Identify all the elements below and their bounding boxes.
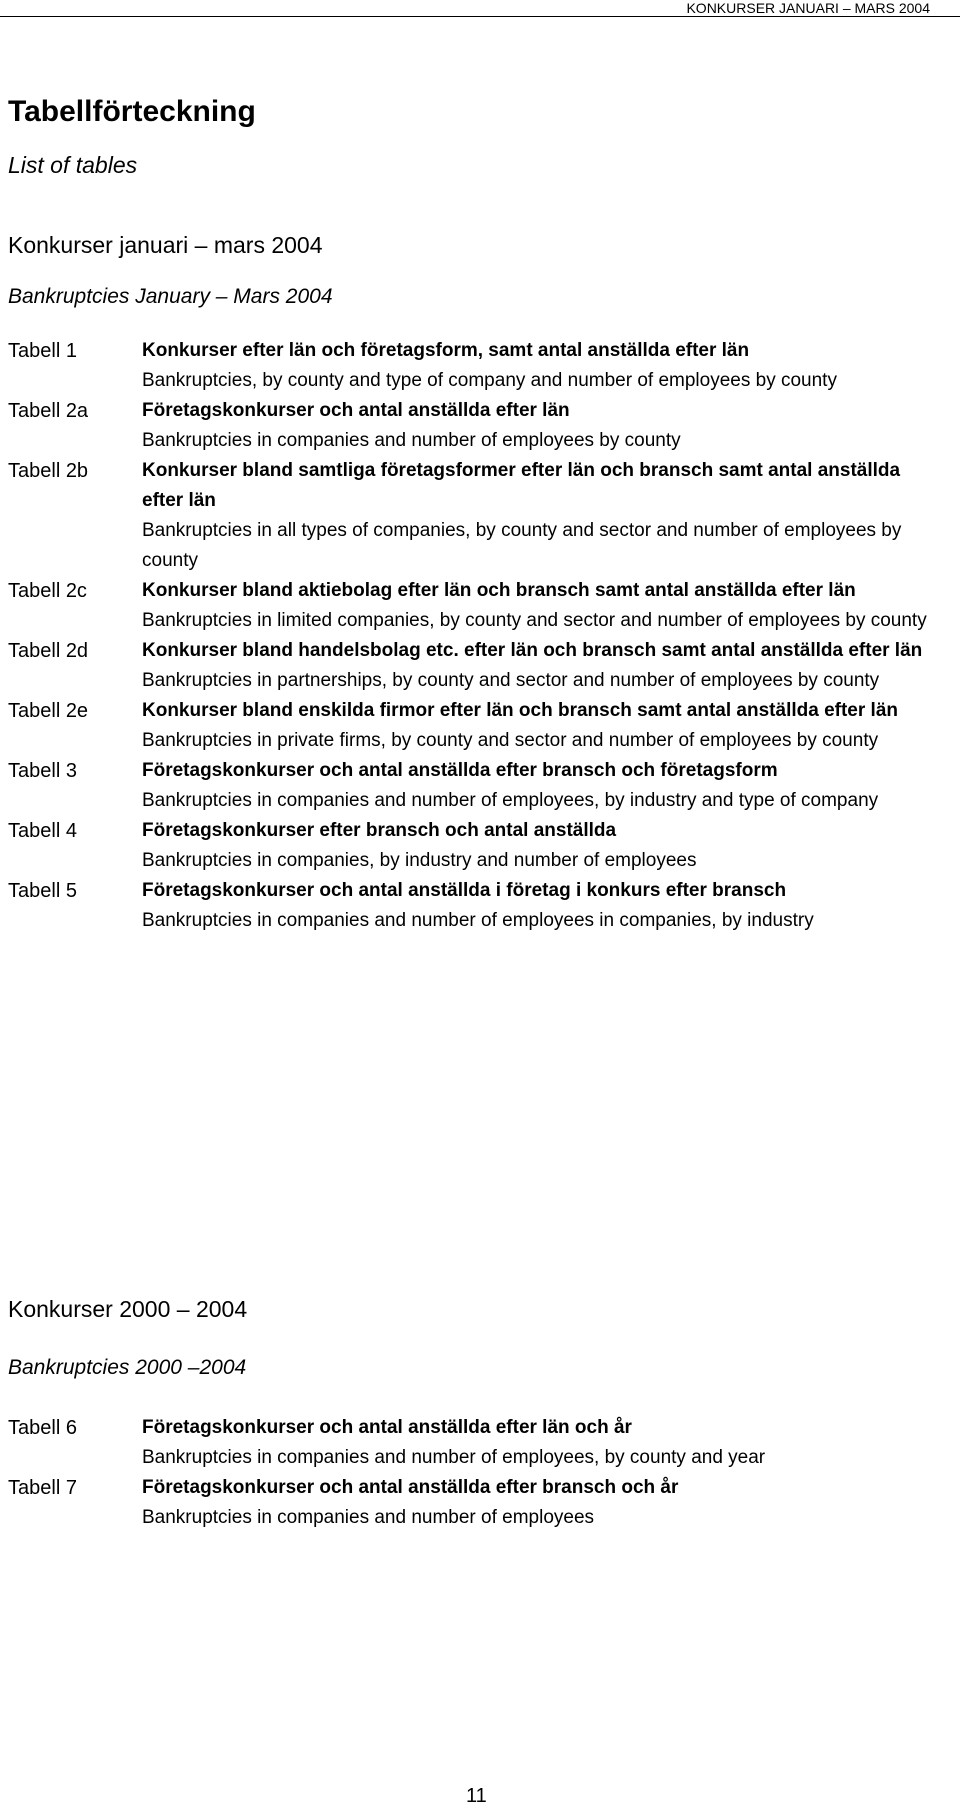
toc-entry-title-en: Bankruptcies in limited companies, by county and sector and number of employees by county — [142, 610, 927, 631]
toc-entry-description — [142, 1473, 938, 1533]
toc-entry-label: Tabell 2e — [8, 700, 89, 722]
toc-entry-tabell-2d[interactable] — [8, 636, 938, 696]
toc-entry-description — [142, 1413, 938, 1473]
toc-entry-title-en: Bankruptcies in companies and number of employees in companies, by industry — [142, 910, 814, 931]
toc-entry-title-sv: Företagskonkurser efter bransch och antal anställda — [142, 820, 617, 841]
toc-entry-title-en: Bankruptcies in private firms, by county and sector and number of employees by county — [142, 730, 879, 751]
page-number: 11 — [466, 1785, 487, 1807]
section-heading-quarter: Konkurser januari – mars 2004 — [8, 232, 323, 258]
toc-entry-description — [142, 696, 938, 756]
toc-entry-description — [142, 636, 938, 696]
toc-entry-tabell-2e[interactable] — [8, 696, 938, 756]
toc-entry-tabell-1[interactable] — [8, 336, 938, 396]
table-list-yearly — [8, 1413, 938, 1533]
page-subtitle: List of tables — [8, 152, 138, 178]
toc-entry-tabell-2c[interactable] — [8, 576, 938, 636]
toc-entry-title-sv: Företagskonkurser och antal anställda i företag i konkurs efter bransch — [142, 880, 787, 901]
toc-entry-description — [142, 576, 938, 636]
toc-entry-tabell-4[interactable] — [8, 816, 938, 876]
toc-entry-tabell-2b[interactable] — [8, 456, 938, 576]
toc-entry-description — [142, 816, 938, 876]
toc-entry-label: Tabell 4 — [8, 820, 77, 842]
toc-entry-title-sv: Företagskonkurser och antal anställda efter län och år — [142, 1417, 632, 1438]
toc-entry-label: Tabell 6 — [8, 1417, 77, 1439]
toc-entry-label: Tabell 5 — [8, 880, 77, 902]
running-header: KONKURSER JANUARI – MARS 2004 — [0, 0, 960, 17]
toc-entry-title-en: Bankruptcies in companies and number of employees by county — [142, 430, 681, 451]
toc-entry-title-sv: Företagskonkurser och antal anställda efter bransch och år — [142, 1477, 679, 1498]
toc-entry-label: Tabell 1 — [8, 340, 77, 362]
toc-entry-title-sv: Konkurser bland samtliga företagsformer efter län och bransch samt antal anställda efter län — [142, 460, 901, 511]
toc-entry-description — [142, 336, 938, 396]
toc-entry-description — [142, 456, 938, 576]
toc-entry-label: Tabell 2b — [8, 460, 89, 482]
toc-entry-tabell-7[interactable] — [8, 1473, 938, 1533]
section-subheading-yearly: Bankruptcies 2000 –2004 — [8, 1356, 247, 1379]
section-heading-yearly: Konkurser 2000 – 2004 — [8, 1296, 248, 1322]
toc-entry-title-en: Bankruptcies in companies and number of employees — [142, 1507, 595, 1528]
toc-entry-description — [142, 876, 938, 936]
toc-entry-title-en: Bankruptcies in companies, by industry and number of employees — [142, 850, 697, 871]
toc-entry-tabell-5[interactable] — [8, 876, 938, 936]
section-subheading-quarter: Bankruptcies January – Mars 2004 — [8, 285, 333, 308]
toc-entry-tabell-2a[interactable] — [8, 396, 938, 456]
toc-entry-label: Tabell 2d — [8, 640, 89, 662]
toc-entry-label: Tabell 2a — [8, 400, 89, 422]
toc-entry-description — [142, 756, 938, 816]
toc-entry-title-en: Bankruptcies in all types of companies, by county and sector and number of employees by county — [142, 520, 902, 571]
toc-entry-title-sv: Konkurser efter län och företagsform, samt antal anställda efter län — [142, 340, 750, 361]
toc-entry-title-en: Bankruptcies in companies and number of employees, by county and year — [142, 1447, 766, 1468]
toc-entry-label: Tabell 3 — [8, 760, 77, 782]
toc-entry-label: Tabell 2c — [8, 580, 87, 602]
page-title: Tabellförteckning — [8, 95, 256, 128]
table-list-quarter — [8, 336, 938, 936]
toc-entry-title-en: Bankruptcies, by county and type of company and number of employees by county — [142, 370, 837, 391]
toc-entry-title-en: Bankruptcies in partnerships, by county and sector and number of employees by county — [142, 670, 880, 691]
toc-entry-tabell-6[interactable] — [8, 1413, 938, 1473]
toc-entry-title-sv: Konkurser bland aktiebolag efter län och bransch samt antal anställda efter län — [142, 580, 856, 601]
toc-entry-tabell-3[interactable] — [8, 756, 938, 816]
toc-entry-title-sv: Konkurser bland enskilda firmor efter län och bransch samt antal anställda efter län — [142, 700, 898, 721]
toc-entry-description — [142, 396, 938, 456]
toc-entry-label: Tabell 7 — [8, 1477, 77, 1499]
toc-entry-title-sv: Företagskonkurser och antal anställda efter län — [142, 400, 570, 421]
toc-entry-title-en: Bankruptcies in companies and number of employees, by industry and type of company — [142, 790, 879, 811]
toc-entry-title-sv: Företagskonkurser och antal anställda efter bransch och företagsform — [142, 760, 778, 781]
toc-entry-title-sv: Konkurser bland handelsbolag etc. efter län och bransch samt antal anställda efter län — [142, 640, 923, 661]
